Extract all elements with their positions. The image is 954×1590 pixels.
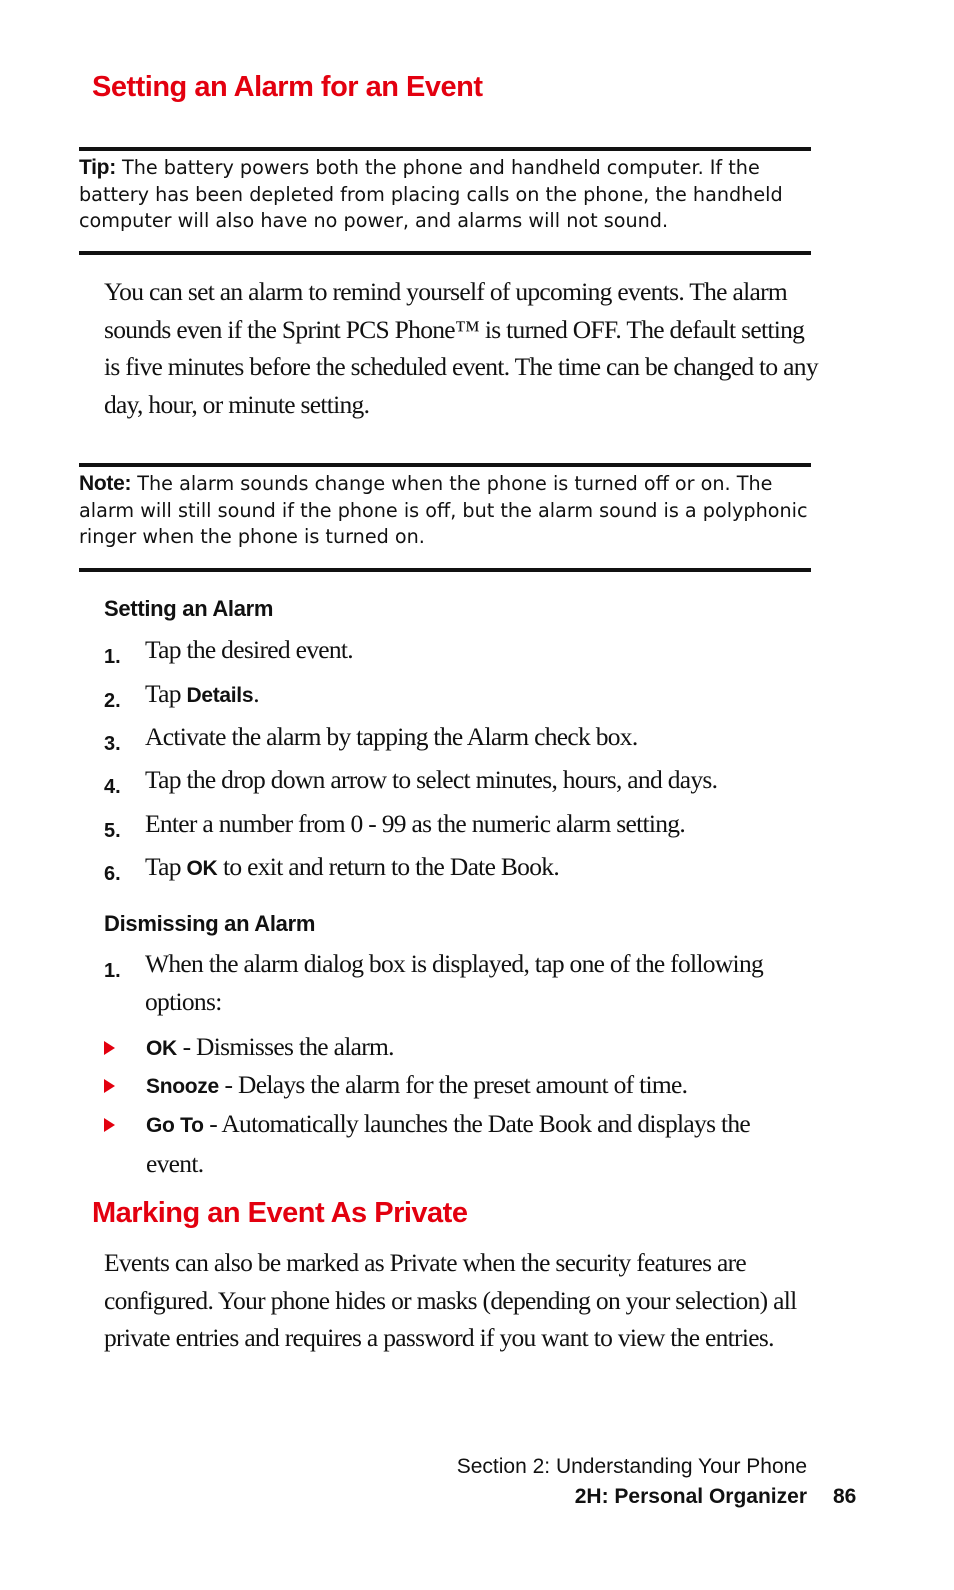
step-number: 2. xyxy=(104,690,121,712)
ok-keyword: OK xyxy=(186,857,218,880)
tip-text: The battery powers both the phone and handheld computer. If the battery has been depleted from placing calls on the phone, the handheld computer will also have no power, and alarms will not sound. xyxy=(79,156,783,232)
details-keyword: Details xyxy=(186,684,254,707)
option-item xyxy=(104,1028,804,1068)
step-item xyxy=(104,805,804,843)
private-paragraph: Events can also be marked as Private when the security features are configured. Your phone hides or masks (depending on your selection) all private entries and requires a password if you want to view the entries. xyxy=(104,1248,797,1352)
option-description: - Delays the alarm for the preset amount of time. xyxy=(218,1070,688,1099)
step-text xyxy=(145,848,804,888)
step-text-post: to exit and return to the Date Book. xyxy=(217,852,559,881)
step-item xyxy=(104,761,804,799)
step-item xyxy=(104,631,804,669)
page-number: 86 xyxy=(833,1485,857,1508)
step-item xyxy=(104,718,804,756)
step-number: 1. xyxy=(104,960,121,982)
section-heading-alarm: Setting an Alarm for an Event xyxy=(92,71,483,103)
footer-chapter-title: 2H: Personal Organizer xyxy=(574,1485,807,1508)
step-text xyxy=(145,675,804,715)
option-text xyxy=(146,1028,804,1068)
footer-section-title: Section 2: Understanding Your Phone xyxy=(456,1455,807,1478)
option-item xyxy=(104,1066,804,1106)
triangle-bullet-icon xyxy=(104,1041,115,1055)
intro-paragraph: You can set an alarm to remind yourself of upcoming events. The alarm sounds even if the Sprint PCS Phone™ is turned OFF. The default setting is five minutes before the scheduled event. The time can be changed to any day, hour, or minute setting. xyxy=(104,277,818,419)
option-keyword: Go To xyxy=(146,1114,204,1137)
step-text: Enter a number from 0 - 99 as the numeric alarm setting. xyxy=(145,809,686,838)
subheading-dismissing-alarm: Dismissing an Alarm xyxy=(104,911,316,936)
step-text-pre: Tap xyxy=(145,679,187,708)
step-item xyxy=(104,675,804,715)
section-heading-private: Marking an Event As Private xyxy=(92,1197,468,1229)
option-description: - Dismisses the alarm. xyxy=(176,1032,394,1061)
option-keyword: Snooze xyxy=(146,1075,219,1098)
tip-top-rule xyxy=(79,147,811,151)
tip-bottom-rule xyxy=(79,251,811,255)
option-text xyxy=(146,1066,804,1106)
step-number: 1. xyxy=(104,646,121,668)
note-bottom-rule xyxy=(79,568,811,572)
option-keyword: OK xyxy=(146,1037,177,1060)
option-item xyxy=(104,1105,804,1182)
step-number: 6. xyxy=(104,863,121,885)
note-top-rule xyxy=(79,463,811,467)
step-number: 3. xyxy=(104,733,121,755)
step-text-post: . xyxy=(253,679,259,708)
step-text: When the alarm dialog box is displayed, tap one of the following options: xyxy=(145,949,764,1016)
option-text xyxy=(146,1105,804,1182)
subheading-setting-alarm: Setting an Alarm xyxy=(104,596,274,621)
triangle-bullet-icon xyxy=(104,1079,115,1093)
step-text: Tap the desired event. xyxy=(145,635,353,664)
note-text: The alarm sounds change when the phone is turned off or on. The alarm will still sound if the phone is off, but the alarm sound is a polyphonic ringer when the phone is turned on. xyxy=(79,472,808,548)
step-text: Tap the drop down arrow to select minutes, hours, and days. xyxy=(145,765,718,794)
note-label: Note: xyxy=(79,472,132,495)
step-text: Activate the alarm by tapping the Alarm check box. xyxy=(145,722,638,751)
tip-label: Tip: xyxy=(79,156,116,179)
step-text-pre: Tap xyxy=(145,852,187,881)
note-box xyxy=(79,471,814,551)
step-number: 5. xyxy=(104,820,121,842)
step-item xyxy=(104,945,804,1020)
triangle-bullet-icon xyxy=(104,1118,115,1132)
step-item xyxy=(104,848,804,888)
tip-box xyxy=(79,155,814,235)
step-number: 4. xyxy=(104,776,121,798)
option-description: - Automatically launches the Date Book and displays the event. xyxy=(146,1109,751,1178)
